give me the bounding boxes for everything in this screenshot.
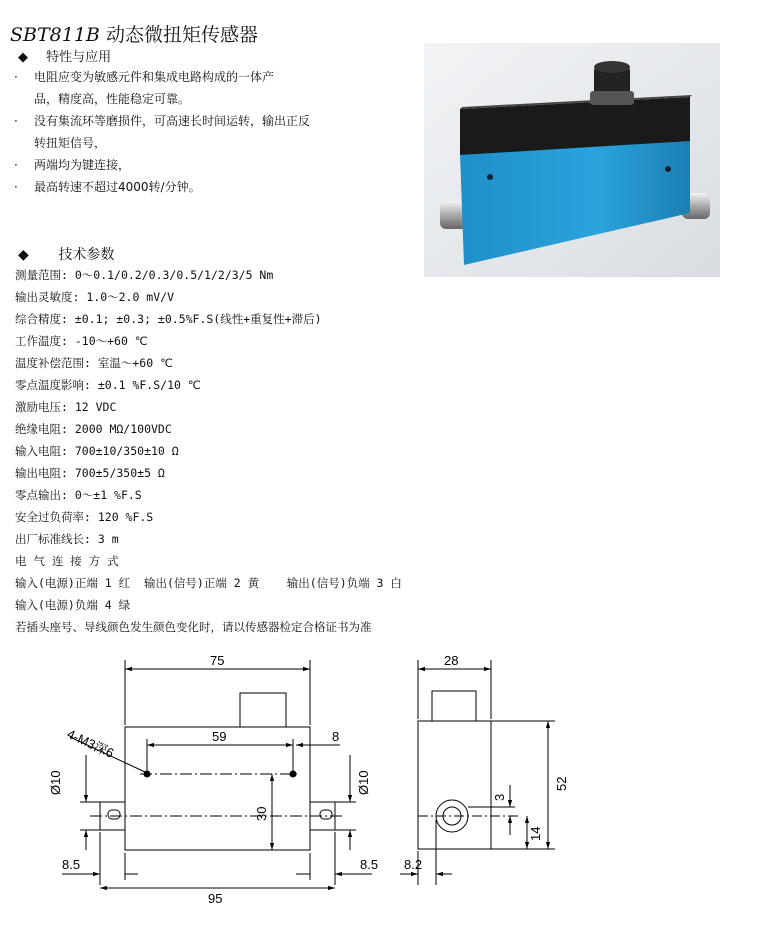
dim-8.5-left: 8.5 [62,857,81,872]
feature-line: · 没有集流环等磨损件，可高速长时间运转，输出正反 [14,114,311,128]
dim-52: 52 [554,776,569,791]
spec-line: 绝缘电阻: 2000 MΩ/100VDC [15,422,172,436]
dim-hole: 4-M3深6 [64,726,117,761]
dim-14: 14 [528,826,543,841]
model-number: SBT811B [10,24,100,46]
spec-line: 输入(电源)负端 4 绿 [15,598,131,612]
dim-phi10-left: Ø10 [48,770,63,795]
dim-59: 59 [212,729,227,744]
diamond-bullet-icon: ◆ [18,247,29,263]
spec-line: 工作温度: -10～+60 ℃ [15,334,148,348]
spec-line: 出厂标准线长: 3 m [15,532,119,546]
dim-30: 30 [254,806,269,821]
spec-line: 温度补偿范围: 室温～+60 ℃ [15,356,173,370]
diamond-bullet-icon: ◆ [18,50,28,65]
spec-line: 测量范围: 0～0.1/0.2/0.3/0.5/1/2/3/5 Nm [15,268,274,282]
feature-line: · 两端均为键连接， [14,158,131,172]
feature-line: 转扭矩信号， [34,136,107,150]
spec-line: 激励电压: 12 VDC [15,400,117,414]
dim-phi10-right: Ø10 [356,770,371,795]
feature-line: · 电阻应变为敏感元件和集成电路构成的一体产 [14,70,275,84]
dimension-drawing [0,645,776,937]
product-name: 动态微扭矩传感器 [105,24,258,46]
features-heading: ◆ 特性与应用 [18,50,112,65]
dim-75: 75 [210,653,225,668]
spec-line: 综合精度: ±0.1; ±0.3; ±0.5%F.S(线性+重复性+滞后) [15,312,322,326]
spec-line: 电 气 连 接 方 式 [15,554,119,568]
product-photo [424,43,720,277]
dim-8.5-right: 8.5 [360,857,379,872]
specs-heading: ◆ 技术参数 [18,247,115,263]
feature-line: · 最高转速不超过4000转/分钟。 [14,180,201,194]
spec-line: 零点温度影响: ±0.1 %F.S/10 ℃ [15,378,201,392]
spec-line: 输入电阻: 700±10/350±10 Ω [15,444,179,458]
dim-95: 95 [208,891,223,906]
spec-line: 输出灵敏度: 1.0～2.0 mV/V [15,290,175,304]
spec-line: 安全过负荷率: 120 %F.S [15,510,154,524]
spec-line: 输入(电源)正端 1 红 输出(信号)正端 2 黄 输出(信号)负端 3 白 [15,576,402,590]
spec-line: 若插头座号、导线颜色发生颜色变化时，请以传感器检定合格证书为准 [15,620,372,634]
dim-28: 28 [444,653,459,668]
spec-line: 输出电阻: 700±5/350±5 Ω [15,466,165,480]
dim-3: 3 [492,793,507,801]
dim-8.2: 8.2 [404,857,423,872]
dim-8: 8 [332,729,340,744]
page-title [10,20,258,47]
spec-line: 零点输出: 0～±1 %F.S [15,488,142,502]
feature-line: 品，精度高，性能稳定可靠。 [34,92,191,106]
